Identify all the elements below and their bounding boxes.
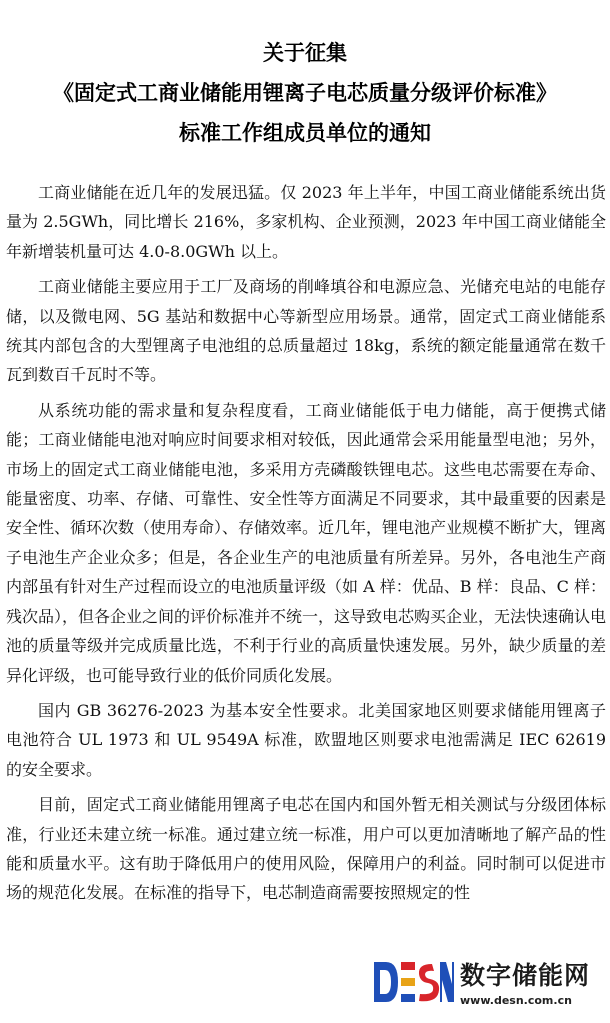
paragraph-standards: 国内 GB 36276-2023 为基本安全性要求。北美国家地区则要求储能用锂离子电池符合 UL 1973 和 UL 9549A 标准，欧盟地区则要求电池需满足 IEC 62619 的安全要求。 (6, 700, 606, 779)
notice-body (6, 178, 606, 914)
title-line-1: 关于征集 (263, 40, 347, 65)
desn-logo-icon (372, 954, 454, 1010)
title-line-3: 标准工作组成员单位的通知 (179, 120, 431, 145)
watermark-site-name: 数字储能网 (460, 956, 590, 992)
watermark-url: www.desn.com.cn (460, 994, 572, 1007)
title-line-2: 《固定式工商业储能用锂离子电芯质量分级评价标准》 (53, 80, 557, 105)
paragraph-applications: 工商业储能主要应用于工厂及商场的削峰填谷和电源应急、光储充电站的电能存储，以及微电网、5G 基站和数据中心等新型应用场景。通常，固定式工商业储能系统其内部包含的大型锂离子电池组的总质量超过 18kg，系统的额定能量通常在数千瓦到数百千瓦时不等。 (6, 277, 606, 385)
desn-watermark (372, 940, 610, 1023)
paragraph-market-growth: 工商业储能在近几年的发展迅猛。仅 2023 年上半年，中国工商业储能系统出货量为 2.5GWh，同比增长 216%，多家机构、企业预测，2023 年中国工商业储能全年新增装机量可达 4.0-8.0GWh 以上。 (6, 183, 606, 261)
paragraph-current-status: 目前，固定式工商业储能用锂离子电芯在国内和国外暂无相关测试与分级团体标准，行业还未建立统一标准。通过建立统一标准，用户可以更加清晰地了解产品的性能和质量水平。这有助于降低用户的使用风险，保障用户的利益。同时制可以促进市场的规范化发展。在标准的指导下，电芯制造商需要按照规定的性 (6, 795, 606, 903)
paragraph-requirements: 从系统功能的需求量和复杂程度看，工商业储能低于电力储能，高于便携式储能；工商业储能电池对响应时间要求相对较低，因此通常会采用能量型电池；另外，市场上的固定式工商业储能电池，多采用方壳磷酸铁锂电芯。这些电芯需要在寿命、能量密度、功率、存储、可靠性、安全性等方面满足不同要求，其中最重要的因素是安全性、循环次数（使用寿命）、存储效率。近几年，锂电池产业规模不断扩大，锂离子电池生产企业众多；但是，各企业生产的电池质量有所差异。另外，各电池生产商内部虽有针对生产过程而设立的电池质量评级（如 A 样：优品、B 样：良品、C 样：残次品），但各企业之间的评价标准并不统一，这导致电芯购买企业，无法快速确认电池的质量等级并完成质量比选，不利于行业的高质量快速发展。另外，缺少质量的差异化评级，也可能导致行业的低价同质化发展。 (6, 400, 607, 685)
